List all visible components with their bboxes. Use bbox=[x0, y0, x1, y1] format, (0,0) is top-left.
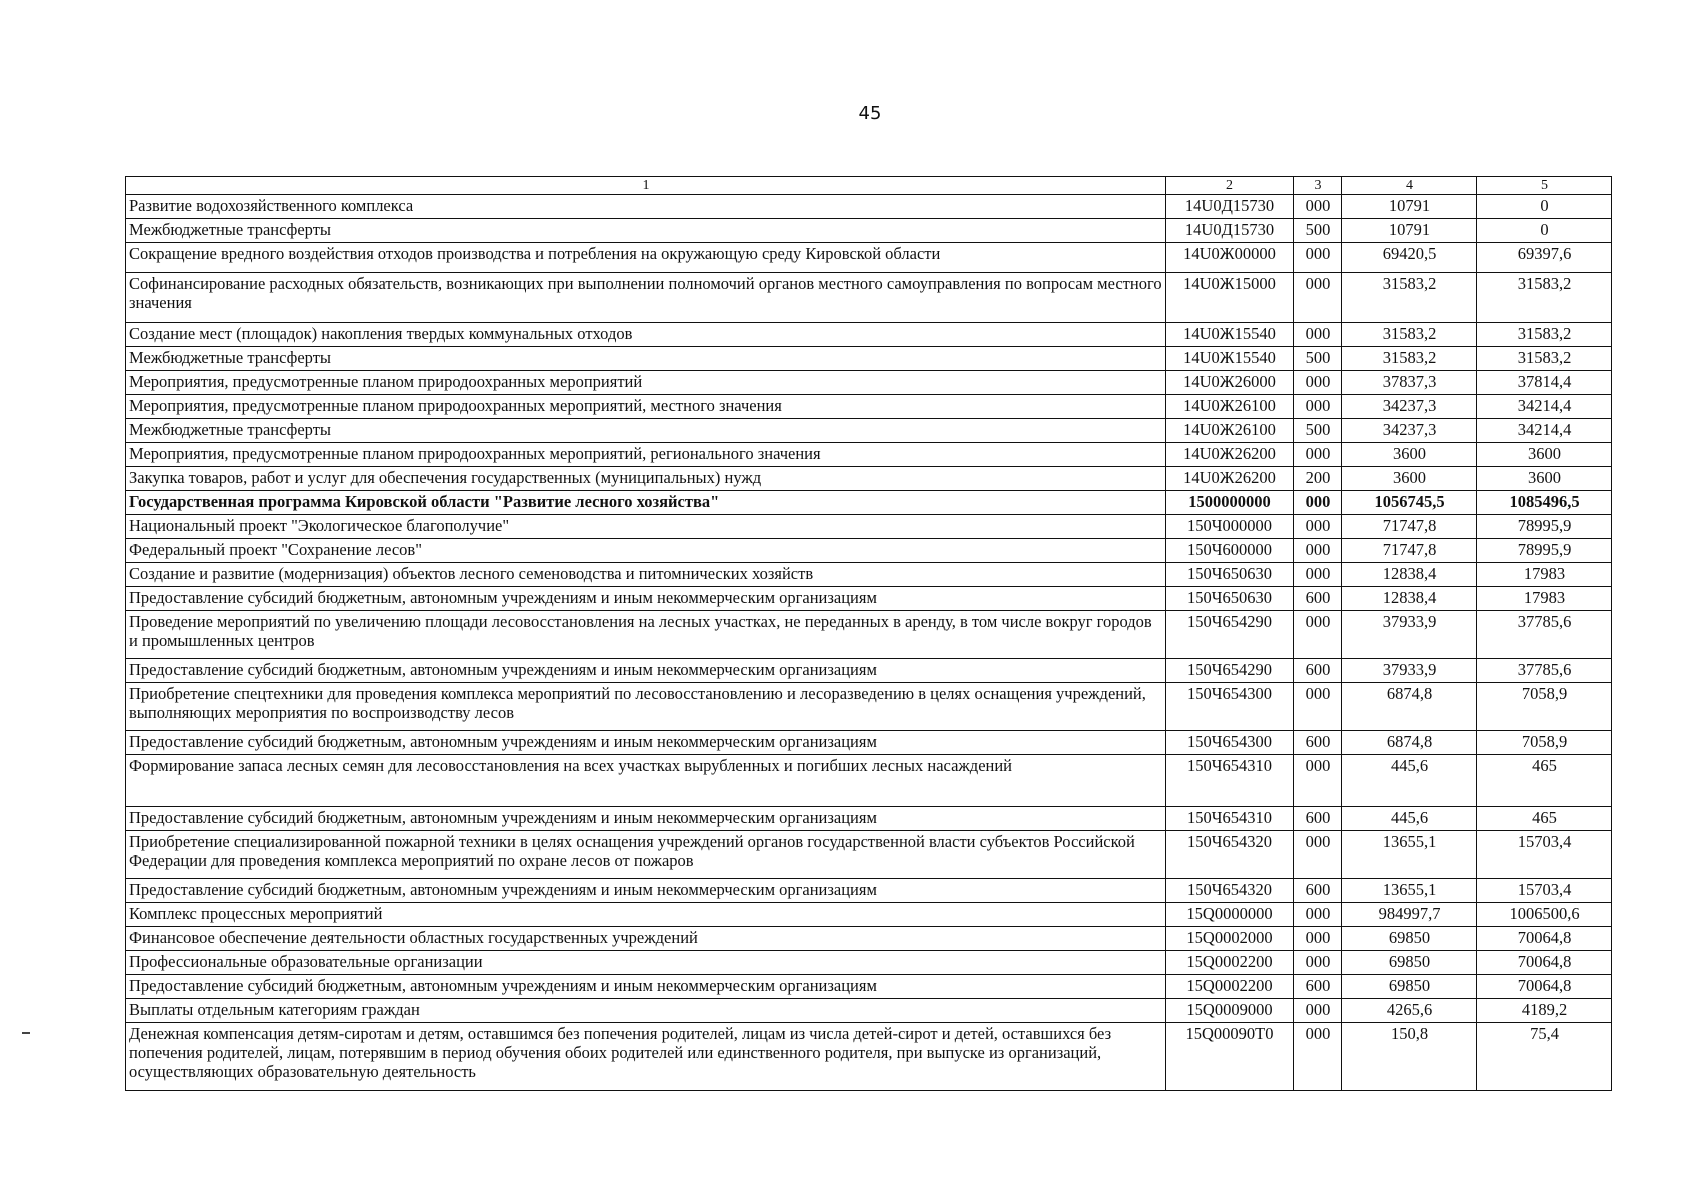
row-kvr-cell: 000 bbox=[1294, 273, 1342, 323]
table-row bbox=[126, 587, 1612, 611]
table-row bbox=[126, 219, 1612, 243]
row-code-cell: 14U0Ж26100 bbox=[1166, 395, 1294, 419]
row-kvr-cell: 000 bbox=[1294, 539, 1342, 563]
row-name-cell: Закупка товаров, работ и услуг для обеспечения государственных (муниципальных) нужд bbox=[126, 467, 1166, 491]
row-name-cell: Предоставление субсидий бюджетным, автономным учреждениям и иным некоммерческим организациям bbox=[126, 659, 1166, 683]
row-name-cell: Предоставление субсидий бюджетным, автономным учреждениям и иным некоммерческим организациям bbox=[126, 731, 1166, 755]
row-value-2-cell: 465 bbox=[1477, 807, 1612, 831]
table-row bbox=[126, 195, 1612, 219]
row-value-1-cell: 3600 bbox=[1342, 467, 1477, 491]
row-value-1-cell: 31583,2 bbox=[1342, 323, 1477, 347]
row-value-1-cell: 31583,2 bbox=[1342, 273, 1477, 323]
row-kvr-cell: 000 bbox=[1294, 563, 1342, 587]
row-value-2-cell: 70064,8 bbox=[1477, 975, 1612, 999]
table-row bbox=[126, 731, 1612, 755]
row-value-1-cell: 3600 bbox=[1342, 443, 1477, 467]
row-name-cell: Финансовое обеспечение деятельности областных государственных учреждений bbox=[126, 927, 1166, 951]
row-value-1-cell: 34237,3 bbox=[1342, 395, 1477, 419]
row-kvr-cell: 600 bbox=[1294, 879, 1342, 903]
table-row bbox=[126, 347, 1612, 371]
row-kvr-cell: 000 bbox=[1294, 443, 1342, 467]
row-name-cell: Софинансирование расходных обязательств, возникающих при выполнении полномочий органов местного самоуправления по вопросам местного значения bbox=[126, 273, 1166, 323]
row-code-cell: 14U0Ж15540 bbox=[1166, 323, 1294, 347]
row-value-1-cell: 37837,3 bbox=[1342, 371, 1477, 395]
row-name-cell: Мероприятия, предусмотренные планом природоохранных мероприятий, регионального значения bbox=[126, 443, 1166, 467]
row-code-cell: 14U0Д15730 bbox=[1166, 195, 1294, 219]
table-row bbox=[126, 273, 1612, 323]
table-row bbox=[126, 467, 1612, 491]
row-code-cell: 14U0Д15730 bbox=[1166, 219, 1294, 243]
row-value-1-cell: 150,8 bbox=[1342, 1023, 1477, 1091]
row-value-2-cell: 15703,4 bbox=[1477, 831, 1612, 879]
column-header: 4 bbox=[1342, 177, 1477, 195]
row-kvr-cell: 600 bbox=[1294, 587, 1342, 611]
row-value-2-cell: 7058,9 bbox=[1477, 731, 1612, 755]
row-name-cell: Приобретение специализированной пожарной техники в целях оснащения учреждений органов государственной власти субъектов Российской Федерации для проведения комплекса мероприятий по охране лесов от пожаров bbox=[126, 831, 1166, 879]
row-kvr-cell: 600 bbox=[1294, 807, 1342, 831]
table-header-row bbox=[126, 177, 1612, 195]
row-code-cell: 14U0Ж00000 bbox=[1166, 243, 1294, 273]
row-value-2-cell: 4189,2 bbox=[1477, 999, 1612, 1023]
row-kvr-cell: 000 bbox=[1294, 927, 1342, 951]
row-code-cell: 15Q0000000 bbox=[1166, 903, 1294, 927]
row-code-cell: 150Ч654300 bbox=[1166, 683, 1294, 731]
scan-mark bbox=[22, 1032, 30, 1034]
row-code-cell: 150Ч600000 bbox=[1166, 539, 1294, 563]
table-row bbox=[126, 395, 1612, 419]
row-name-cell: Развитие водохозяйственного комплекса bbox=[126, 195, 1166, 219]
row-name-cell: Сокращение вредного воздействия отходов производства и потребления на окружающую среду Кировской области bbox=[126, 243, 1166, 273]
row-value-2-cell: 31583,2 bbox=[1477, 273, 1612, 323]
row-value-1-cell: 4265,6 bbox=[1342, 999, 1477, 1023]
row-code-cell: 150Ч654300 bbox=[1166, 731, 1294, 755]
row-name-cell: Федеральный проект "Сохранение лесов" bbox=[126, 539, 1166, 563]
row-code-cell: 14U0Ж26000 bbox=[1166, 371, 1294, 395]
row-value-1-cell: 6874,8 bbox=[1342, 683, 1477, 731]
row-kvr-cell: 500 bbox=[1294, 219, 1342, 243]
column-header: 5 bbox=[1477, 177, 1612, 195]
row-value-2-cell: 0 bbox=[1477, 219, 1612, 243]
row-value-2-cell: 34214,4 bbox=[1477, 419, 1612, 443]
row-value-2-cell: 17983 bbox=[1477, 563, 1612, 587]
row-kvr-cell: 000 bbox=[1294, 999, 1342, 1023]
row-code-cell: 150Ч654290 bbox=[1166, 611, 1294, 659]
row-value-1-cell: 69420,5 bbox=[1342, 243, 1477, 273]
row-kvr-cell: 000 bbox=[1294, 755, 1342, 807]
row-value-2-cell: 37785,6 bbox=[1477, 611, 1612, 659]
row-value-1-cell: 69850 bbox=[1342, 927, 1477, 951]
column-header: 3 bbox=[1294, 177, 1342, 195]
row-name-cell: Создание мест (площадок) накопления твердых коммунальных отходов bbox=[126, 323, 1166, 347]
table-row bbox=[126, 755, 1612, 807]
row-value-2-cell: 3600 bbox=[1477, 467, 1612, 491]
row-value-2-cell: 17983 bbox=[1477, 587, 1612, 611]
table-row bbox=[126, 975, 1612, 999]
table-row bbox=[126, 563, 1612, 587]
row-value-1-cell: 984997,7 bbox=[1342, 903, 1477, 927]
row-value-2-cell: 78995,9 bbox=[1477, 515, 1612, 539]
row-value-2-cell: 75,4 bbox=[1477, 1023, 1612, 1091]
row-value-2-cell: 0 bbox=[1477, 195, 1612, 219]
row-name-cell: Национальный проект "Экологическое благополучие" bbox=[126, 515, 1166, 539]
row-code-cell: 150Ч654320 bbox=[1166, 831, 1294, 879]
row-value-1-cell: 37933,9 bbox=[1342, 659, 1477, 683]
row-kvr-cell: 000 bbox=[1294, 195, 1342, 219]
row-name-cell: Межбюджетные трансферты bbox=[126, 347, 1166, 371]
row-value-2-cell: 78995,9 bbox=[1477, 539, 1612, 563]
column-header: 2 bbox=[1166, 177, 1294, 195]
row-kvr-cell: 000 bbox=[1294, 903, 1342, 927]
row-kvr-cell: 000 bbox=[1294, 1023, 1342, 1091]
row-value-1-cell: 6874,8 bbox=[1342, 731, 1477, 755]
row-value-1-cell: 10791 bbox=[1342, 195, 1477, 219]
row-kvr-cell: 000 bbox=[1294, 515, 1342, 539]
table-row bbox=[126, 515, 1612, 539]
row-value-1-cell: 13655,1 bbox=[1342, 879, 1477, 903]
row-value-1-cell: 445,6 bbox=[1342, 755, 1477, 807]
row-name-cell: Государственная программа Кировской области "Развитие лесного хозяйства" bbox=[126, 491, 1166, 515]
row-code-cell: 14U0Ж26200 bbox=[1166, 443, 1294, 467]
row-kvr-cell: 000 bbox=[1294, 831, 1342, 879]
row-kvr-cell: 000 bbox=[1294, 611, 1342, 659]
row-value-2-cell: 31583,2 bbox=[1477, 347, 1612, 371]
row-kvr-cell: 000 bbox=[1294, 371, 1342, 395]
table-row bbox=[126, 927, 1612, 951]
row-code-cell: 150Ч650630 bbox=[1166, 587, 1294, 611]
row-value-1-cell: 445,6 bbox=[1342, 807, 1477, 831]
table-row bbox=[126, 323, 1612, 347]
row-code-cell: 150Ч654310 bbox=[1166, 755, 1294, 807]
row-name-cell: Мероприятия, предусмотренные планом природоохранных мероприятий, местного значения bbox=[126, 395, 1166, 419]
row-value-2-cell: 3600 bbox=[1477, 443, 1612, 467]
row-code-cell: 15Q0002200 bbox=[1166, 975, 1294, 999]
row-value-1-cell: 1056745,5 bbox=[1342, 491, 1477, 515]
row-value-2-cell: 1006500,6 bbox=[1477, 903, 1612, 927]
row-code-cell: 15Q0002200 bbox=[1166, 951, 1294, 975]
row-value-2-cell: 70064,8 bbox=[1477, 927, 1612, 951]
row-name-cell: Формирование запаса лесных семян для лесовосстановления на всех участках вырубленных и погибших лесных насаждений bbox=[126, 755, 1166, 807]
row-code-cell: 150Ч654320 bbox=[1166, 879, 1294, 903]
row-value-1-cell: 71747,8 bbox=[1342, 539, 1477, 563]
row-name-cell: Создание и развитие (модернизация) объектов лесного семеноводства и питомнических хозяйств bbox=[126, 563, 1166, 587]
row-value-2-cell: 34214,4 bbox=[1477, 395, 1612, 419]
row-kvr-cell: 500 bbox=[1294, 419, 1342, 443]
row-name-cell: Проведение мероприятий по увеличению площади лесовосстановления на лесных участках, не переданных в аренду, в том числе вокруг городов и промышленных центров bbox=[126, 611, 1166, 659]
row-name-cell: Предоставление субсидий бюджетным, автономным учреждениям и иным некоммерческим организациям bbox=[126, 807, 1166, 831]
table-row bbox=[126, 539, 1612, 563]
row-name-cell: Предоставление субсидий бюджетным, автономным учреждениям и иным некоммерческим организациям bbox=[126, 587, 1166, 611]
row-name-cell: Мероприятия, предусмотренные планом природоохранных мероприятий bbox=[126, 371, 1166, 395]
table-row bbox=[126, 1023, 1612, 1091]
row-value-1-cell: 71747,8 bbox=[1342, 515, 1477, 539]
row-kvr-cell: 000 bbox=[1294, 323, 1342, 347]
row-code-cell: 150Ч654310 bbox=[1166, 807, 1294, 831]
row-value-1-cell: 69850 bbox=[1342, 975, 1477, 999]
row-value-2-cell: 465 bbox=[1477, 755, 1612, 807]
row-code-cell: 14U0Ж15540 bbox=[1166, 347, 1294, 371]
row-value-2-cell: 15703,4 bbox=[1477, 879, 1612, 903]
row-value-2-cell: 69397,6 bbox=[1477, 243, 1612, 273]
row-code-cell: 15Q0002000 bbox=[1166, 927, 1294, 951]
table-row bbox=[126, 999, 1612, 1023]
row-code-cell: 150Ч650630 bbox=[1166, 563, 1294, 587]
row-name-cell: Комплекс процессных мероприятий bbox=[126, 903, 1166, 927]
row-value-2-cell: 37814,4 bbox=[1477, 371, 1612, 395]
row-kvr-cell: 000 bbox=[1294, 951, 1342, 975]
row-name-cell: Денежная компенсация детям-сиротам и детям, оставшимся без попечения родителей, лицам из числа детей-сирот и детей, оставшихся без попечения родителей, лицам, потерявшим в период обучения обоих родителей или единственного родителя, при выпуске из организаций, осуществляющих образовательную деятельность bbox=[126, 1023, 1166, 1091]
row-code-cell: 1500000000 bbox=[1166, 491, 1294, 515]
row-value-1-cell: 13655,1 bbox=[1342, 831, 1477, 879]
row-code-cell: 150Ч000000 bbox=[1166, 515, 1294, 539]
row-kvr-cell: 600 bbox=[1294, 731, 1342, 755]
row-code-cell: 150Ч654290 bbox=[1166, 659, 1294, 683]
table-row bbox=[126, 807, 1612, 831]
row-value-1-cell: 37933,9 bbox=[1342, 611, 1477, 659]
row-value-2-cell: 37785,6 bbox=[1477, 659, 1612, 683]
row-name-cell: Предоставление субсидий бюджетным, автономным учреждениям и иным некоммерческим организациям bbox=[126, 975, 1166, 999]
row-kvr-cell: 600 bbox=[1294, 975, 1342, 999]
table-row bbox=[126, 659, 1612, 683]
table-row bbox=[126, 831, 1612, 879]
row-code-cell: 14U0Ж26200 bbox=[1166, 467, 1294, 491]
row-kvr-cell: 600 bbox=[1294, 659, 1342, 683]
row-kvr-cell: 000 bbox=[1294, 491, 1342, 515]
row-kvr-cell: 500 bbox=[1294, 347, 1342, 371]
row-name-cell: Приобретение спецтехники для проведения комплекса мероприятий по лесовосстановлению и лесоразведению в целях оснащения учреждений, выполняющих мероприятия по воспроизводству лесов bbox=[126, 683, 1166, 731]
row-name-cell: Предоставление субсидий бюджетным, автономным учреждениям и иным некоммерческим организациям bbox=[126, 879, 1166, 903]
row-value-1-cell: 34237,3 bbox=[1342, 419, 1477, 443]
table-row bbox=[126, 243, 1612, 273]
row-kvr-cell: 000 bbox=[1294, 243, 1342, 273]
row-name-cell: Профессиональные образовательные организации bbox=[126, 951, 1166, 975]
row-value-1-cell: 69850 bbox=[1342, 951, 1477, 975]
row-value-1-cell: 12838,4 bbox=[1342, 563, 1477, 587]
table-row bbox=[126, 443, 1612, 467]
table-row bbox=[126, 371, 1612, 395]
table-row bbox=[126, 419, 1612, 443]
row-value-2-cell: 7058,9 bbox=[1477, 683, 1612, 731]
row-name-cell: Выплаты отдельным категориям граждан bbox=[126, 999, 1166, 1023]
row-kvr-cell: 000 bbox=[1294, 683, 1342, 731]
row-name-cell: Межбюджетные трансферты bbox=[126, 219, 1166, 243]
table-row bbox=[126, 683, 1612, 731]
row-value-2-cell: 1085496,5 bbox=[1477, 491, 1612, 515]
table-row bbox=[126, 879, 1612, 903]
row-code-cell: 14U0Ж15000 bbox=[1166, 273, 1294, 323]
row-value-1-cell: 12838,4 bbox=[1342, 587, 1477, 611]
row-value-2-cell: 70064,8 bbox=[1477, 951, 1612, 975]
row-code-cell: 15Q0009000 bbox=[1166, 999, 1294, 1023]
row-code-cell: 14U0Ж26100 bbox=[1166, 419, 1294, 443]
row-value-1-cell: 31583,2 bbox=[1342, 347, 1477, 371]
row-code-cell: 15Q00090T0 bbox=[1166, 1023, 1294, 1091]
table-row bbox=[126, 491, 1612, 515]
column-header: 1 bbox=[126, 177, 1166, 195]
table-row bbox=[126, 903, 1612, 927]
table-row bbox=[126, 951, 1612, 975]
page-number: 45 bbox=[858, 103, 882, 124]
row-value-1-cell: 10791 bbox=[1342, 219, 1477, 243]
row-kvr-cell: 000 bbox=[1294, 395, 1342, 419]
budget-table bbox=[125, 176, 1612, 1091]
row-value-2-cell: 31583,2 bbox=[1477, 323, 1612, 347]
row-kvr-cell: 200 bbox=[1294, 467, 1342, 491]
row-name-cell: Межбюджетные трансферты bbox=[126, 419, 1166, 443]
table-row bbox=[126, 611, 1612, 659]
